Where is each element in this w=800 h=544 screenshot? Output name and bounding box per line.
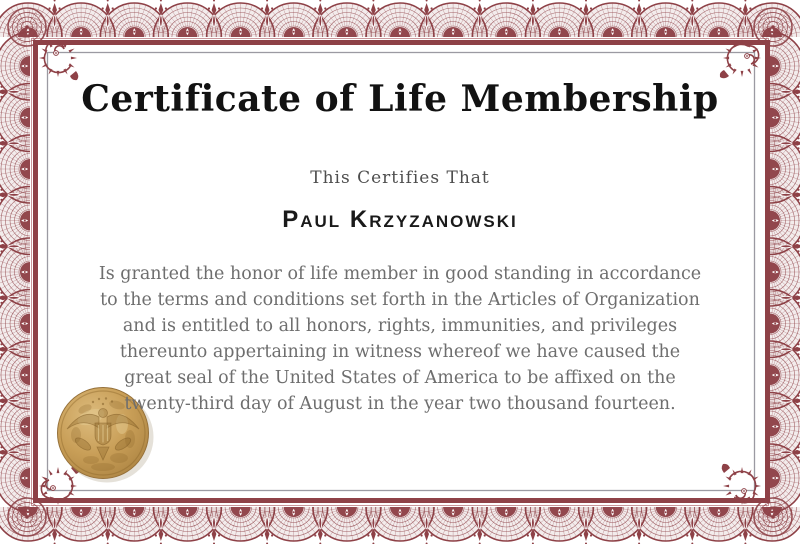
certifies-that-label: This Certifies That — [310, 168, 490, 188]
certificate-body-text: Is granted the honor of life member in good standing in accordance to the terms and conditions set forth in the Articles of Organization and is entitled to all honors, rights, immunities, and privileges thereunto appertaining in witness whereof we have caused the great seal of the United States of America to be affixed on the twenty-third day of August in the year two thousand fourteen. — [98, 264, 702, 414]
certificate-title: Certificate of Life Membership — [81, 78, 719, 120]
recipient-name: Paul Krzyzanowski — [282, 206, 518, 233]
